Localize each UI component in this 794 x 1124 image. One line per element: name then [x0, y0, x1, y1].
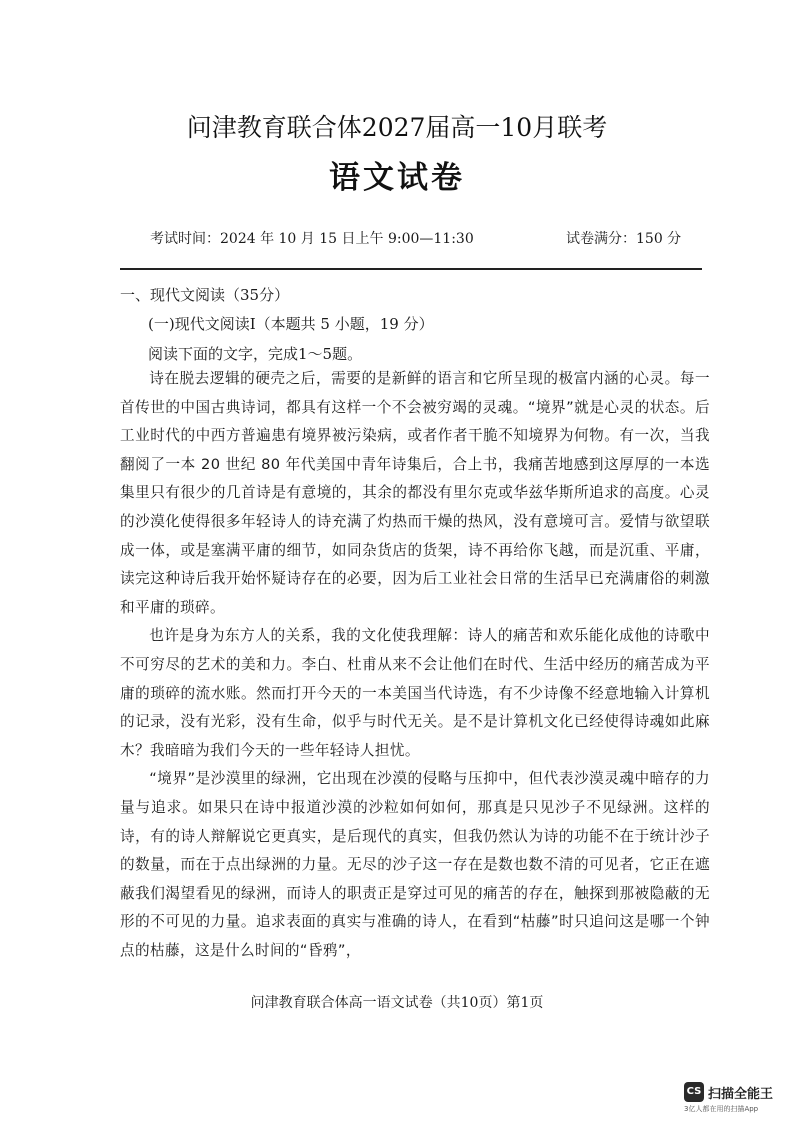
section-subheading: (一)现代文阅读Ⅰ（本题共 5 小题，19 分） — [148, 315, 434, 333]
camscanner-logo-icon: CS — [684, 1082, 704, 1102]
full-score: 试卷满分：150 分 — [566, 231, 682, 247]
section-heading: 一、现代文阅读（35分） — [120, 286, 290, 304]
passage-paragraph-1: 诗在脱去逻辑的硬壳之后，需要的是新鲜的语言和它所呈现的极富内涵的心灵。每一首传世的中国古典诗词，都具有这样一个不会被穷竭的灵魂。“境界”就是心灵的状态。后工业时代的中西方普遍患有境界被污染病，或者作者干脆不知境界为何物。有一次，当我翻阅了一本 20 世纪 80 年代美国中青年诗集后，合上书，我痛苦地感到这厚厚的一本选集里只有很少的几首诗是有意境的，其余的都没有里尔克或华兹华斯所追求的高度。心灵的沙漠化使得很多年轻诗人的诗充满了灼热而干燥的热风，没有意境可言。爱情与欲望联成一体，或是塞满平庸的细节，如同杂货店的货架，诗不再给你飞越，而是沉重、平庸，读完这种诗后我开始怀疑诗存在的必要，因为后工业社会日常的生活早已充满庸俗的刺激和平庸的琐碎。 — [120, 370, 710, 616]
passage-paragraph-2: 也许是身为东方人的关系，我的文化使我理解：诗人的痛苦和欢乐能化成他的诗歌中不可穷尽的艺术的美和力。李白、杜甫从来不会让他们在时代、生活中经历的痛苦成为平庸的琐碎的流水账。然而打开今天的一本美国当代诗选，有不少诗像不经意地输入计算机的记录，没有光彩，没有生命，似乎与时代无关。是不是计算机文化已经使得诗魂如此麻木？我暗暗为我们今天的一些年轻诗人担忧。 — [120, 627, 710, 759]
exam-title: 问津教育联合体2027届高一10月联考 — [186, 113, 608, 142]
subject-title: 语文试卷 — [329, 160, 465, 196]
exam-time: 考试时间：2024 年 10 月 15 日上午 9:00—11:30 — [150, 231, 474, 247]
instruction-text: 阅读下面的文字，完成1～5题。 — [148, 345, 363, 363]
passage-paragraph-3: “境界”是沙漠里的绿洲，它出现在沙漠的侵略与压抑中，但代表沙漠灵魂中暗存的力量与追求。如果只在诗中报道沙漠的沙粒如何如何，那真是只见沙子不见绿洲。这样的诗，有的诗人辩解说它更真实，是后现代的真实，但我仍然认为诗的功能不在于统计沙子的数量，而在于点出绿洲的力量。无尽的沙子这一存在是数也数不清的可见者，它正在遮蔽我们渴望看见的绿洲，而诗人的职责正是穿过可见的痛苦的存在，触探到那被隐蔽的无形的不可见的力量。追求表面的真实与准确的诗人，在看到“枯藤”时只追问这是哪一个钟点的枯藤，这是什么时间的“昏鸦”， — [120, 770, 710, 959]
watermark-tagline: 3亿人都在用的扫描App — [684, 1105, 759, 1113]
header-divider — [120, 268, 702, 270]
page-footer: 问津教育联合体高一语文试卷（共10页）第1页 — [250, 995, 544, 1011]
passage — [120, 365, 710, 965]
scanner-watermark — [684, 1082, 784, 1114]
watermark-name: 扫描全能王 — [708, 1087, 774, 1102]
